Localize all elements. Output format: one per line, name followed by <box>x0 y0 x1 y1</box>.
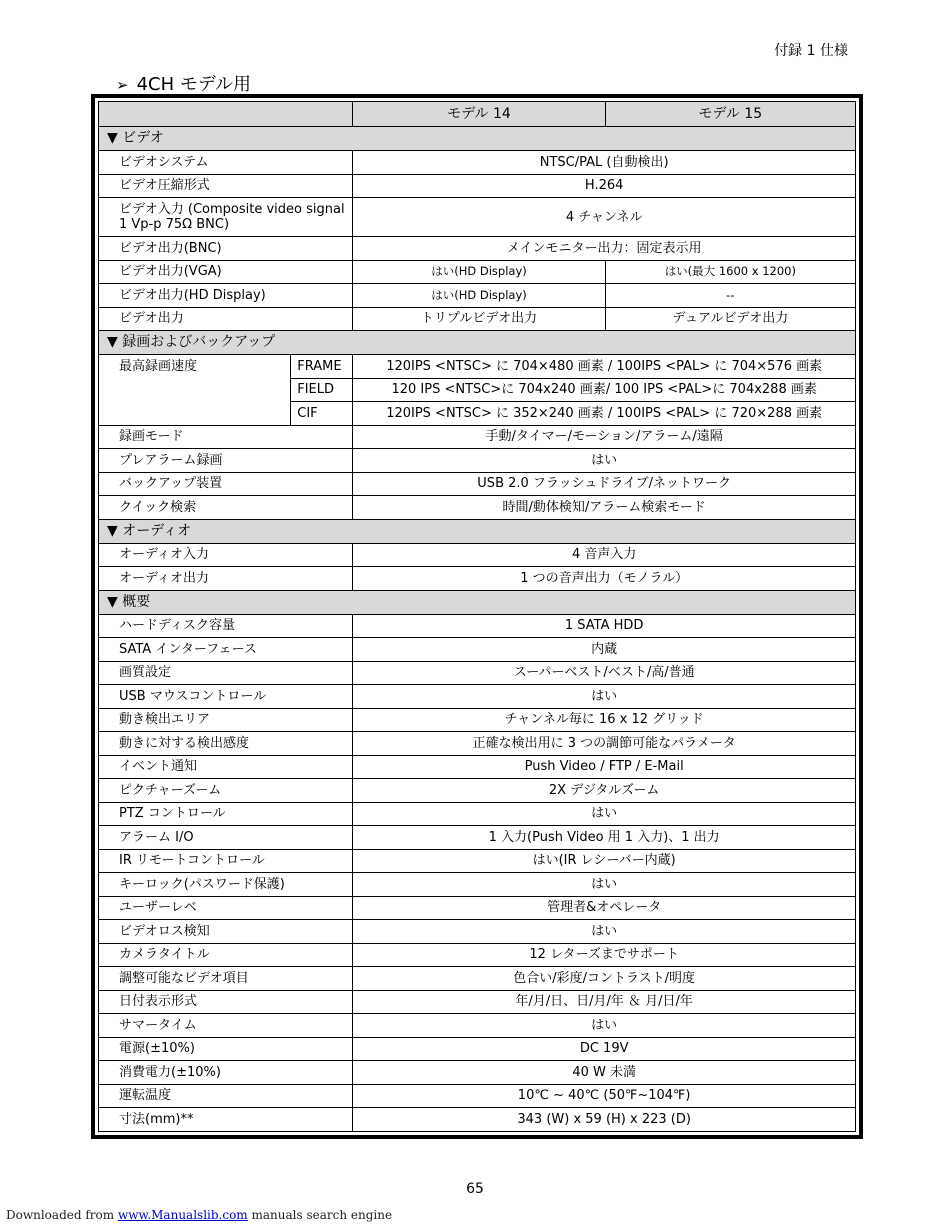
table-row <box>99 661 856 685</box>
row-value-model-15: デュアルビデオ出力 <box>605 307 855 331</box>
row-value: DC 19V <box>353 1037 856 1061</box>
row-label: カメラタイトル <box>99 943 353 967</box>
row-value: スーパーベスト/ベスト/高/普通 <box>353 661 856 685</box>
table-row <box>99 1108 856 1132</box>
row-value: 管理者&オペレータ <box>353 896 856 920</box>
row-label: ビデオ出力(VGA) <box>99 260 353 284</box>
table-row <box>99 237 856 261</box>
table-row <box>99 151 856 175</box>
table-row <box>99 638 856 662</box>
table-row <box>99 307 856 331</box>
row-value: 1 SATA HDD <box>353 614 856 638</box>
row-value: はい <box>353 873 856 897</box>
row-label-max-speed: 最高録画速度 <box>99 355 291 426</box>
row-label: ビデオロス検知 <box>99 920 353 944</box>
table-row <box>99 802 856 826</box>
row-value: 12 レターズまでサポート <box>353 943 856 967</box>
section-row-general <box>99 590 856 614</box>
row-value: 内蔵 <box>353 638 856 662</box>
row-label: ビデオ出力(BNC) <box>99 237 353 261</box>
row-label: クイック検索 <box>99 496 353 520</box>
row-value: 2X デジタルズーム <box>353 779 856 803</box>
section-title <box>116 70 251 96</box>
row-value-model-15: -- <box>605 284 855 308</box>
table-row <box>99 849 856 873</box>
table-row <box>99 708 856 732</box>
row-label: ビデオ出力(HD Display) <box>99 284 353 308</box>
row-value: はい <box>353 1014 856 1038</box>
row-label: アラーム I/O <box>99 826 353 850</box>
table-row <box>99 174 856 198</box>
spec-table <box>98 101 856 1132</box>
row-value: 343 (W) x 59 (H) x 223 (D) <box>353 1108 856 1132</box>
row-label: 動きに対する検出感度 <box>99 732 353 756</box>
table-row <box>99 567 856 591</box>
row-value: 10℃ ~ 40℃ (50℉~104℉) <box>353 1084 856 1108</box>
table-row <box>99 449 856 473</box>
section-row-audio <box>99 519 856 543</box>
row-value: Push Video / FTP / E-Mail <box>353 755 856 779</box>
row-label: 寸法(mm)** <box>99 1108 353 1132</box>
page-number: 65 <box>466 1181 484 1197</box>
table-row <box>99 826 856 850</box>
table-row <box>99 1014 856 1038</box>
table-row <box>99 920 856 944</box>
row-value: チャンネル毎に 16 x 12 グリッド <box>353 708 856 732</box>
table-row <box>99 496 856 520</box>
row-value: 色合い/彩度/コントラスト/明度 <box>353 967 856 991</box>
row-label: キーロック(パスワード保護) <box>99 873 353 897</box>
section-heading-general: ▼ 概要 <box>99 590 856 614</box>
row-value-model-14: はい(HD Display) <box>353 284 605 308</box>
row-value: 年/月/日、日/月/年 ＆ 月/日/年 <box>353 990 856 1014</box>
download-suffix: manuals search engine <box>247 1208 393 1222</box>
row-label: イベント通知 <box>99 755 353 779</box>
row-label: 運転温度 <box>99 1084 353 1108</box>
row-value: 4 音声入力 <box>353 543 856 567</box>
sub-label-cif: CIF <box>291 402 353 426</box>
section-row-video <box>99 127 856 151</box>
row-label: SATA インターフェース <box>99 638 353 662</box>
row-label: ピクチャーズーム <box>99 779 353 803</box>
table-row <box>99 198 856 237</box>
sub-label-frame: FRAME <box>291 355 353 379</box>
row-label: 電源(±10%) <box>99 1037 353 1061</box>
section-heading-audio: ▼ オーディオ <box>99 519 856 543</box>
table-row <box>99 260 856 284</box>
row-label: ビデオ圧縮形式 <box>99 174 353 198</box>
row-label: サマータイム <box>99 1014 353 1038</box>
column-header-model-15: モデル 15 <box>605 102 855 127</box>
row-value: 120IPS <NTSC> に 352×240 画素 / 100IPS <PAL> に 720×288 画素 <box>353 402 856 426</box>
row-label: バックアップ装置 <box>99 472 353 496</box>
row-label: 日付表示形式 <box>99 990 353 1014</box>
row-label: 消費電力(±10%) <box>99 1061 353 1085</box>
row-value: NTSC/PAL (自動検出) <box>353 151 856 175</box>
row-label: 録画モード <box>99 425 353 449</box>
manualslib-link[interactable]: www.Manualslib.com <box>117 1208 248 1222</box>
spec-table-frame <box>91 94 863 1139</box>
row-value: 120IPS <NTSC> に 704×480 画素 / 100IPS <PAL> に 704×576 画素 <box>353 355 856 379</box>
table-header-row <box>99 102 856 127</box>
table-row <box>99 472 856 496</box>
table-row <box>99 284 856 308</box>
table-row <box>99 1084 856 1108</box>
sub-label-field: FIELD <box>291 378 353 402</box>
row-value: 手動/タイマー/モーション/アラーム/遠隔 <box>353 425 856 449</box>
header-empty-cell <box>99 102 353 127</box>
row-value-model-14: トリプルビデオ出力 <box>353 307 605 331</box>
row-label: USB マウスコントロール <box>99 685 353 709</box>
download-footer <box>6 1208 392 1222</box>
row-value: H.264 <box>353 174 856 198</box>
row-label: プレアラーム録画 <box>99 449 353 473</box>
row-value: 1 入力(Push Video 用 1 入力)、1 出力 <box>353 826 856 850</box>
row-label: オーディオ入力 <box>99 543 353 567</box>
table-row <box>99 1061 856 1085</box>
row-label: 画質設定 <box>99 661 353 685</box>
table-row <box>99 685 856 709</box>
row-label: PTZ コントロール <box>99 802 353 826</box>
table-row <box>99 355 856 379</box>
table-row <box>99 732 856 756</box>
row-label: ハードディスク容量 <box>99 614 353 638</box>
appendix-header: 付録 1 仕様 <box>774 43 848 59</box>
section-heading-recording: ▼ 録画およびバックアップ <box>99 331 856 355</box>
row-value: 時間/動体検知/アラーム検索モード <box>353 496 856 520</box>
row-value: はい <box>353 802 856 826</box>
table-row <box>99 896 856 920</box>
row-value: はい <box>353 920 856 944</box>
row-label: IR リモートコントロール <box>99 849 353 873</box>
table-row <box>99 1037 856 1061</box>
table-row <box>99 967 856 991</box>
arrow-bullet-icon: ➢ <box>116 76 129 94</box>
table-row <box>99 873 856 897</box>
row-value: 120 IPS <NTSC>に 704x240 画素/ 100 IPS <PAL>に 704x288 画素 <box>353 378 856 402</box>
section-title-text: 4CH モデル用 <box>136 74 251 95</box>
row-value: 40 W 未満 <box>353 1061 856 1085</box>
download-prefix: Downloaded from <box>6 1208 118 1222</box>
section-row-recording <box>99 331 856 355</box>
row-value-model-14: はい(HD Display) <box>353 260 605 284</box>
row-label: ユーザーレベ <box>99 896 353 920</box>
row-value: はい <box>353 685 856 709</box>
table-row <box>99 779 856 803</box>
row-label: 動き検出エリア <box>99 708 353 732</box>
row-label: ビデオ出力 <box>99 307 353 331</box>
row-label: 調整可能なビデオ項目 <box>99 967 353 991</box>
row-value: 1 つの音声出力（モノラル） <box>353 567 856 591</box>
table-row <box>99 943 856 967</box>
row-value: メインモニター出力：固定表示用 <box>353 237 856 261</box>
section-heading-video: ▼ ビデオ <box>99 127 856 151</box>
row-label: オーディオ出力 <box>99 567 353 591</box>
row-value: はい <box>353 449 856 473</box>
table-row <box>99 990 856 1014</box>
row-value: はい(IR レシーバー内蔵) <box>353 849 856 873</box>
table-row <box>99 614 856 638</box>
table-row <box>99 425 856 449</box>
table-row <box>99 543 856 567</box>
row-value: USB 2.0 フラッシュドライブ/ネットワーク <box>353 472 856 496</box>
row-label: ビデオシステム <box>99 151 353 175</box>
table-row <box>99 755 856 779</box>
row-value-model-15: はい(最大 1600 x 1200) <box>605 260 855 284</box>
column-header-model-14: モデル 14 <box>353 102 605 127</box>
row-value: 正確な検出用に 3 つの調節可能なパラメータ <box>353 732 856 756</box>
row-label: ビデオ入力 (Composite video signal 1 Vp-p 75Ω BNC) <box>99 198 353 237</box>
row-value: 4 チャンネル <box>353 198 856 237</box>
